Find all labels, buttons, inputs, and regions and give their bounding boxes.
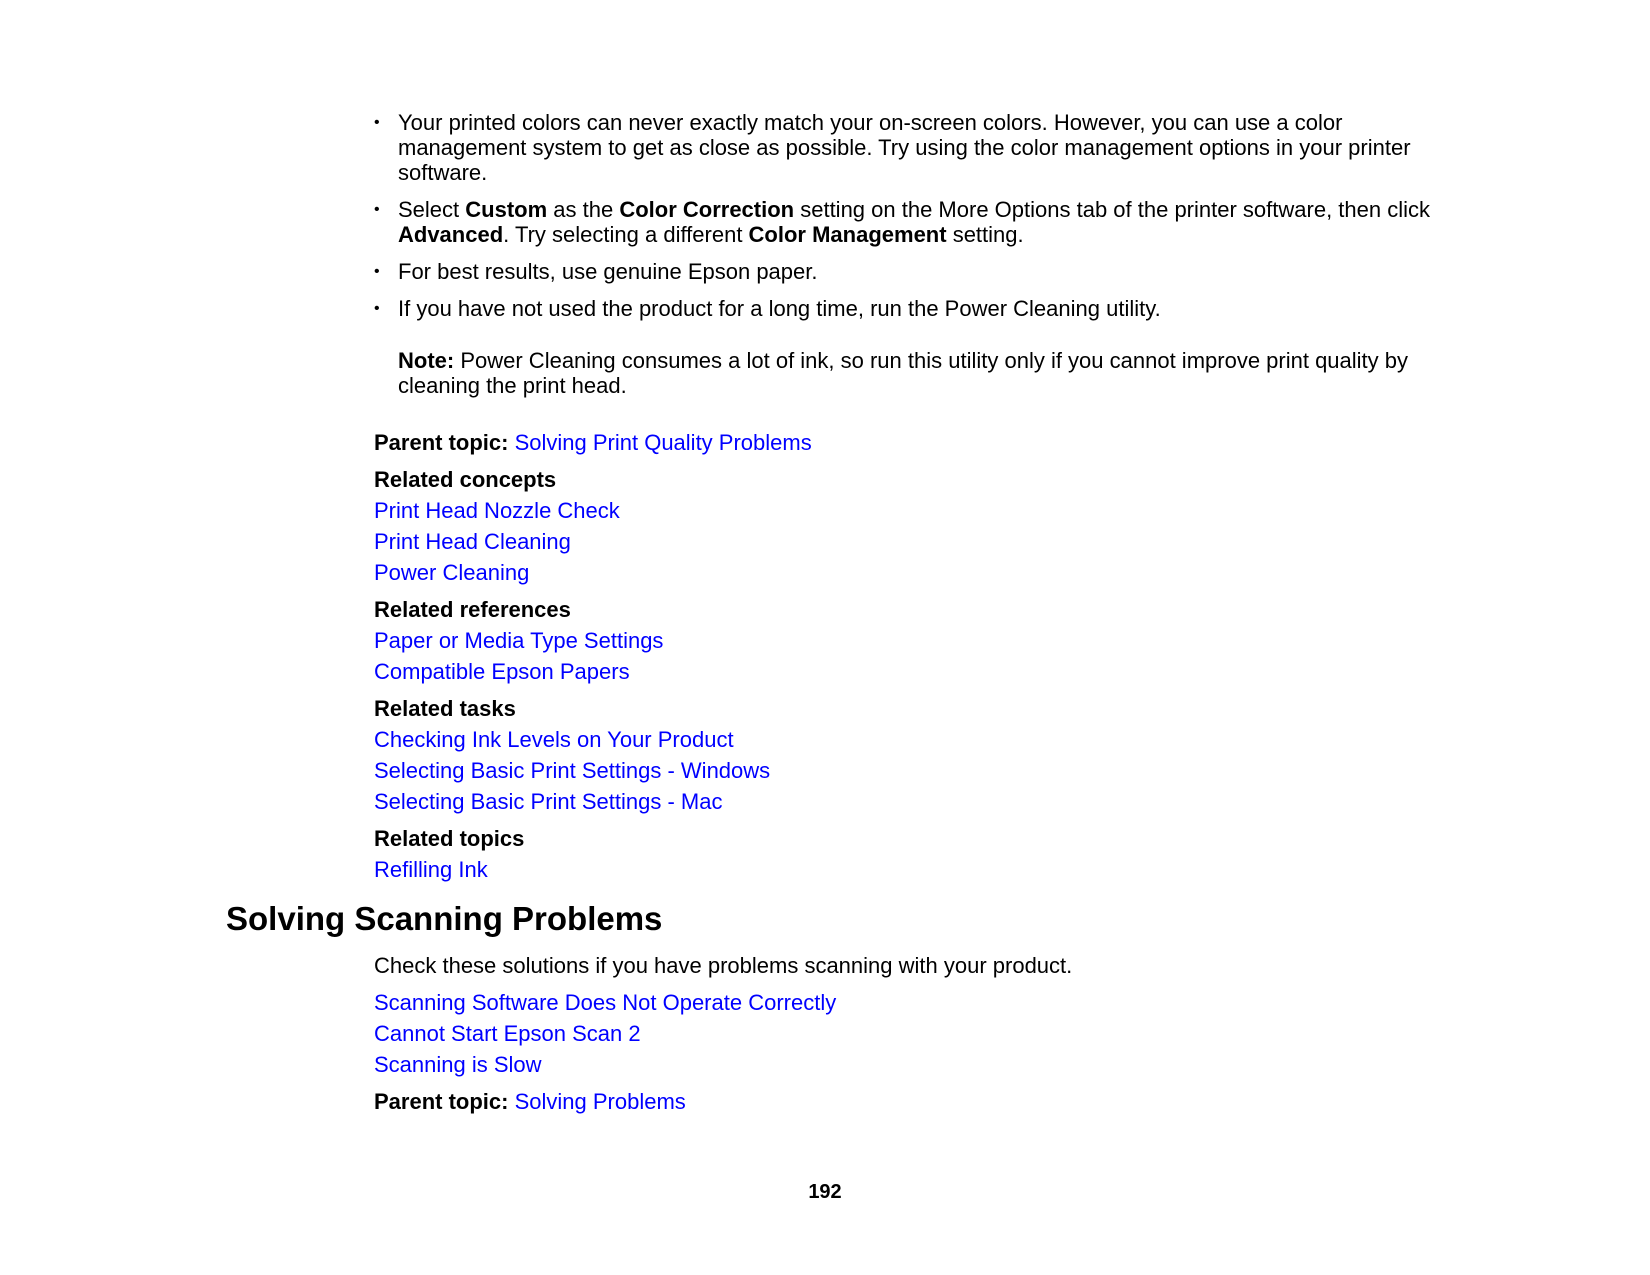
parent-topic: Parent topic: Solving Print Quality Problems bbox=[374, 430, 812, 455]
tips-list bbox=[374, 110, 1434, 398]
bullet-icon: • bbox=[374, 263, 380, 280]
link-cannot-start-epson-scan[interactable]: Cannot Start Epson Scan 2 bbox=[374, 1021, 641, 1046]
tip-item bbox=[374, 259, 1434, 284]
tip-text: For best results, use genuine Epson paper. bbox=[398, 259, 818, 284]
note-text: Power Cleaning consumes a lot of ink, so run this utility only if you cannot improve print quality by cleaning the print head. bbox=[398, 348, 1409, 398]
tip-text: If you have not used the product for a long time, run the Power Cleaning utility. bbox=[398, 296, 1161, 321]
link-power-cleaning[interactable]: Power Cleaning bbox=[374, 560, 530, 585]
tip-item bbox=[374, 296, 1434, 398]
link-paper-media-type-settings[interactable]: Paper or Media Type Settings bbox=[374, 628, 664, 653]
link-refilling-ink[interactable]: Refilling Ink bbox=[374, 857, 488, 882]
related-block bbox=[374, 427, 1434, 885]
tip-item bbox=[374, 197, 1434, 247]
content-upper bbox=[374, 110, 1434, 398]
bullet-icon: • bbox=[374, 300, 380, 317]
note bbox=[398, 348, 1434, 398]
parent-topic-link[interactable]: Solving Print Quality Problems bbox=[514, 430, 812, 455]
section-title: Solving Scanning Problems bbox=[226, 900, 663, 937]
bullet-icon: • bbox=[374, 201, 380, 218]
section-body bbox=[374, 950, 1434, 1117]
tip-text: Your printed colors can never exactly match your on-screen colors. However, you can use a color management system to get as close as possible. Try using the color management options in your printer software. bbox=[398, 110, 1411, 185]
link-print-head-cleaning[interactable]: Print Head Cleaning bbox=[374, 529, 571, 554]
bullet-icon: • bbox=[374, 114, 380, 131]
link-print-head-nozzle-check[interactable]: Print Head Nozzle Check bbox=[374, 498, 620, 523]
link-scanning-software[interactable]: Scanning Software Does Not Operate Correctly bbox=[374, 990, 837, 1015]
related-concepts-heading: Related concepts bbox=[374, 467, 557, 492]
tip-item bbox=[374, 110, 1434, 185]
related-tasks-heading: Related tasks bbox=[374, 696, 516, 721]
link-basic-print-settings-mac[interactable]: Selecting Basic Print Settings - Mac bbox=[374, 789, 723, 814]
page-number: 192 bbox=[808, 1181, 842, 1203]
tip-text: Select Custom as the Color Correction setting on the More Options tab of the printer software, then click Advanced. Try selecting a different Color Management setting. bbox=[398, 197, 1430, 247]
link-checking-ink-levels[interactable]: Checking Ink Levels on Your Product bbox=[374, 727, 734, 752]
related-topics-heading: Related topics bbox=[374, 826, 525, 851]
section-parent-topic: Parent topic: Solving Problems bbox=[374, 1089, 686, 1114]
section-intro: Check these solutions if you have problems scanning with your product. bbox=[374, 953, 1073, 978]
link-basic-print-settings-windows[interactable]: Selecting Basic Print Settings - Windows bbox=[374, 758, 771, 783]
related-references-heading: Related references bbox=[374, 597, 571, 622]
link-compatible-epson-papers[interactable]: Compatible Epson Papers bbox=[374, 659, 630, 684]
note-label: Note: bbox=[398, 348, 455, 373]
parent-topic-link-solving-problems[interactable]: Solving Problems bbox=[514, 1089, 686, 1114]
link-scanning-is-slow[interactable]: Scanning is Slow bbox=[374, 1052, 542, 1077]
